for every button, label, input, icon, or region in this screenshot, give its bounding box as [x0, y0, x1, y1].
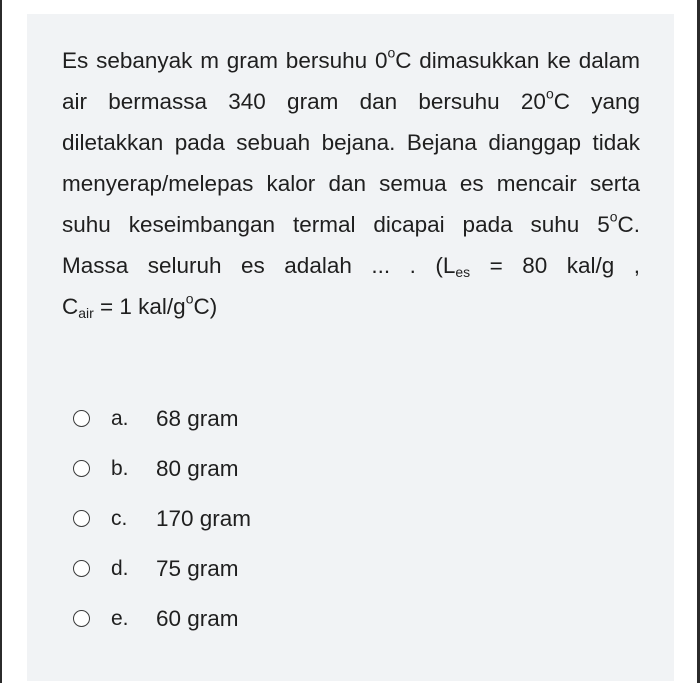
temperature-value: 5 [597, 212, 610, 237]
option-letter: b. [111, 457, 129, 480]
temperature-unit: C. [617, 212, 640, 237]
radio-button-icon[interactable] [73, 560, 90, 577]
option-letter: c. [111, 507, 128, 530]
specific-heat-formula [62, 290, 218, 322]
left-border [0, 0, 2, 683]
temperature-value: 20 [520, 89, 546, 114]
radio-button-icon[interactable] [73, 410, 90, 427]
temperature-equilibrium [597, 208, 640, 237]
question-text-part: Es sebanyak m gram bersuhu [62, 48, 375, 73]
question-text-part: Massa seluruh es adalah ... . ( [62, 253, 443, 278]
latent-heat-value: = 80 kal/g , [470, 253, 640, 278]
degree-sign: o [609, 208, 618, 225]
latent-heat-formula [442, 253, 640, 281]
option-letter: e. [111, 607, 129, 630]
option-label: 60 gram [156, 606, 239, 631]
specific-heat-subscript: air [78, 305, 94, 322]
degree-sign: o [545, 85, 554, 102]
specific-heat-symbol: C [62, 294, 79, 319]
temperature-value: 0 [374, 48, 388, 73]
question-text [62, 40, 640, 327]
specific-heat-unit-end: C) [193, 294, 218, 319]
degree-sign: o [185, 290, 194, 307]
temperature-ice [374, 44, 412, 73]
option-letter: a. [111, 407, 129, 430]
specific-heat-value: = 1 kal/g [93, 294, 186, 319]
temperature-unit: C [553, 89, 570, 114]
latent-heat-subscript: es [455, 264, 471, 281]
radio-button-icon[interactable] [73, 610, 90, 627]
degree-sign: o [387, 44, 396, 61]
question-card [27, 14, 674, 681]
temperature-unit: C [395, 48, 412, 73]
question-text-part: yang diletakkan pada sebuah bejana. Bejana dianggap tidak menyerap/melepas kalor dan semua es mencair serta suhu keseimbangan termal dicapai pada suhu [62, 89, 640, 237]
option-label: 170 gram [156, 506, 252, 531]
option-label: 68 gram [156, 406, 239, 431]
latent-heat-symbol: L [442, 253, 456, 278]
option-label: 75 gram [156, 556, 239, 581]
option-letter: d. [111, 557, 129, 580]
radio-button-icon[interactable] [73, 510, 90, 527]
radio-button-icon[interactable] [73, 460, 90, 477]
question-text-part: dimasukkan ke dalam air bermassa 340 gram dan bersuhu [62, 48, 640, 114]
option-label: 80 gram [156, 456, 239, 481]
temperature-water [520, 85, 570, 114]
